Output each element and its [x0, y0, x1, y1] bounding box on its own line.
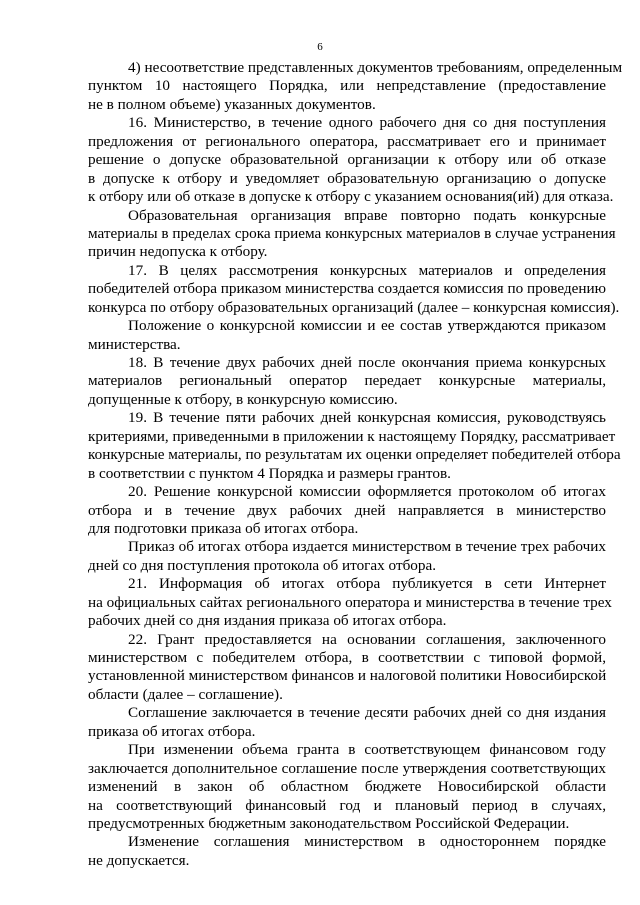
- text-line: Положение о конкурсной комиссии и ее состав утверждаются приказом: [128, 317, 606, 335]
- text-line: конкурсные материалы, по результатам их оценки определяет победителей отбора: [88, 446, 621, 464]
- text-line: отбора и в течение двух рабочих дней направляется в министерство: [88, 501, 606, 519]
- text-line: рабочих дней со дня издания приказа об итогах отбора.: [88, 612, 447, 630]
- text-line: 22. Грант предоставляется на основании соглашения, заключенного: [128, 630, 606, 648]
- text-line: Изменение соглашения министерством в одностороннем порядке: [128, 833, 606, 851]
- text-line: для подготовки приказа об итогах отбора.: [88, 519, 359, 537]
- text-line: материалов региональный оператор передает конкурсные материалы,: [88, 372, 606, 390]
- text-line: области (далее – соглашение).: [88, 685, 283, 703]
- paragraph: [88, 538, 606, 575]
- paragraph: [88, 354, 606, 409]
- text-line: При изменении объема гранта в соответствующем финансовом году: [128, 741, 606, 759]
- document-body: [88, 59, 623, 870]
- paragraph: [88, 59, 623, 114]
- text-line: решение о допуске образовательной организации к отбору или об отказе: [88, 151, 606, 169]
- text-line: причин недопуска к отбору.: [88, 243, 268, 261]
- text-line: предложения от регионального оператора, рассматривает его и принимает: [88, 132, 606, 150]
- paragraph: [88, 261, 620, 317]
- text-line: 4) несоответствие представленных документов требованиям, определенным: [128, 59, 623, 76]
- text-line: предусмотренных бюджетным законодательством Российской Федерации.: [88, 814, 570, 832]
- paragraph: [88, 206, 616, 262]
- paragraph: [88, 741, 606, 833]
- text-line: дней со дня поступления протокола об итогах отбора.: [88, 556, 437, 574]
- text-line: 16. Министерство, в течение одного рабочего дня со дня поступления: [128, 114, 606, 132]
- text-line: не в полном объеме) указанных документов.: [88, 95, 376, 113]
- paragraph: [88, 833, 606, 870]
- paragraph: [88, 114, 614, 206]
- text-line: 18. В течение двух рабочих дней после окончания приема конкурсных: [128, 354, 606, 371]
- text-line: приказа об итогах отбора.: [88, 722, 256, 740]
- page-number: 6: [317, 41, 323, 53]
- text-line: 19. В течение пяти рабочих дней конкурсная комиссия, руководствуясь: [128, 409, 606, 427]
- text-line: на соответствующий финансовый год и плановый период в случаях,: [88, 796, 606, 814]
- text-line: допущенные к отбору, в конкурсную комиссию.: [88, 390, 398, 408]
- text-line: критериями, приведенными в приложении к настоящему Порядку, рассматривает: [88, 427, 616, 445]
- text-line: победителей отбора приказом министерства создается комиссия по проведению: [88, 280, 606, 298]
- text-line: заключается дополнительное соглашение после утверждения соответствующих: [88, 759, 606, 777]
- paragraph: [88, 409, 621, 483]
- text-line: на официальных сайтах регионального оператора и министерства в течение трех: [88, 593, 612, 611]
- text-line: в допуске к отбору и уведомляет образовательную организацию о допуске: [88, 169, 606, 187]
- paragraph: [88, 483, 606, 538]
- text-line: 21. Информация об итогах отбора публикуется в сети Интернет: [128, 575, 606, 593]
- text-line: пунктом 10 настоящего Порядка, или непредставление (предоставление: [88, 77, 606, 95]
- text-line: 17. В целях рассмотрения конкурсных материалов и определения: [128, 261, 606, 279]
- paragraph: [88, 575, 612, 630]
- text-line: Образовательная организация вправе повторно подать конкурсные: [128, 206, 606, 224]
- text-line: в соответствии с пунктом 4 Порядка и размеры грантов.: [88, 464, 451, 482]
- text-line: изменений в закон об областном бюджете Новосибирской области: [88, 778, 606, 796]
- text-line: министерством с победителем отбора, в соответствии с типовой формой,: [88, 649, 606, 666]
- text-line: не допускается.: [88, 851, 190, 869]
- text-line: установленной министерством финансов и налоговой политики Новосибирской: [88, 667, 607, 685]
- text-line: материалы в пределах срока приема конкурсных материалов в случае устранения: [88, 224, 616, 242]
- paragraph: [88, 631, 606, 705]
- text-line: конкурса по отбору образовательных организаций (далее – конкурсная комиссия).: [88, 298, 620, 316]
- paragraph: [88, 317, 606, 354]
- text-line: Соглашение заключается в течение десяти рабочих дней со дня издания: [128, 704, 606, 722]
- paragraph: [88, 704, 606, 741]
- text-line: министерства.: [88, 335, 181, 353]
- text-line: к отбору или об отказе в допуске к отбору с указанием основания(ий) для отказа.: [88, 188, 614, 206]
- text-line: Приказ об итогах отбора издается министерством в течение трех рабочих: [128, 538, 606, 556]
- text-line: 20. Решение конкурсной комиссии оформляется протоколом об итогах: [128, 483, 606, 501]
